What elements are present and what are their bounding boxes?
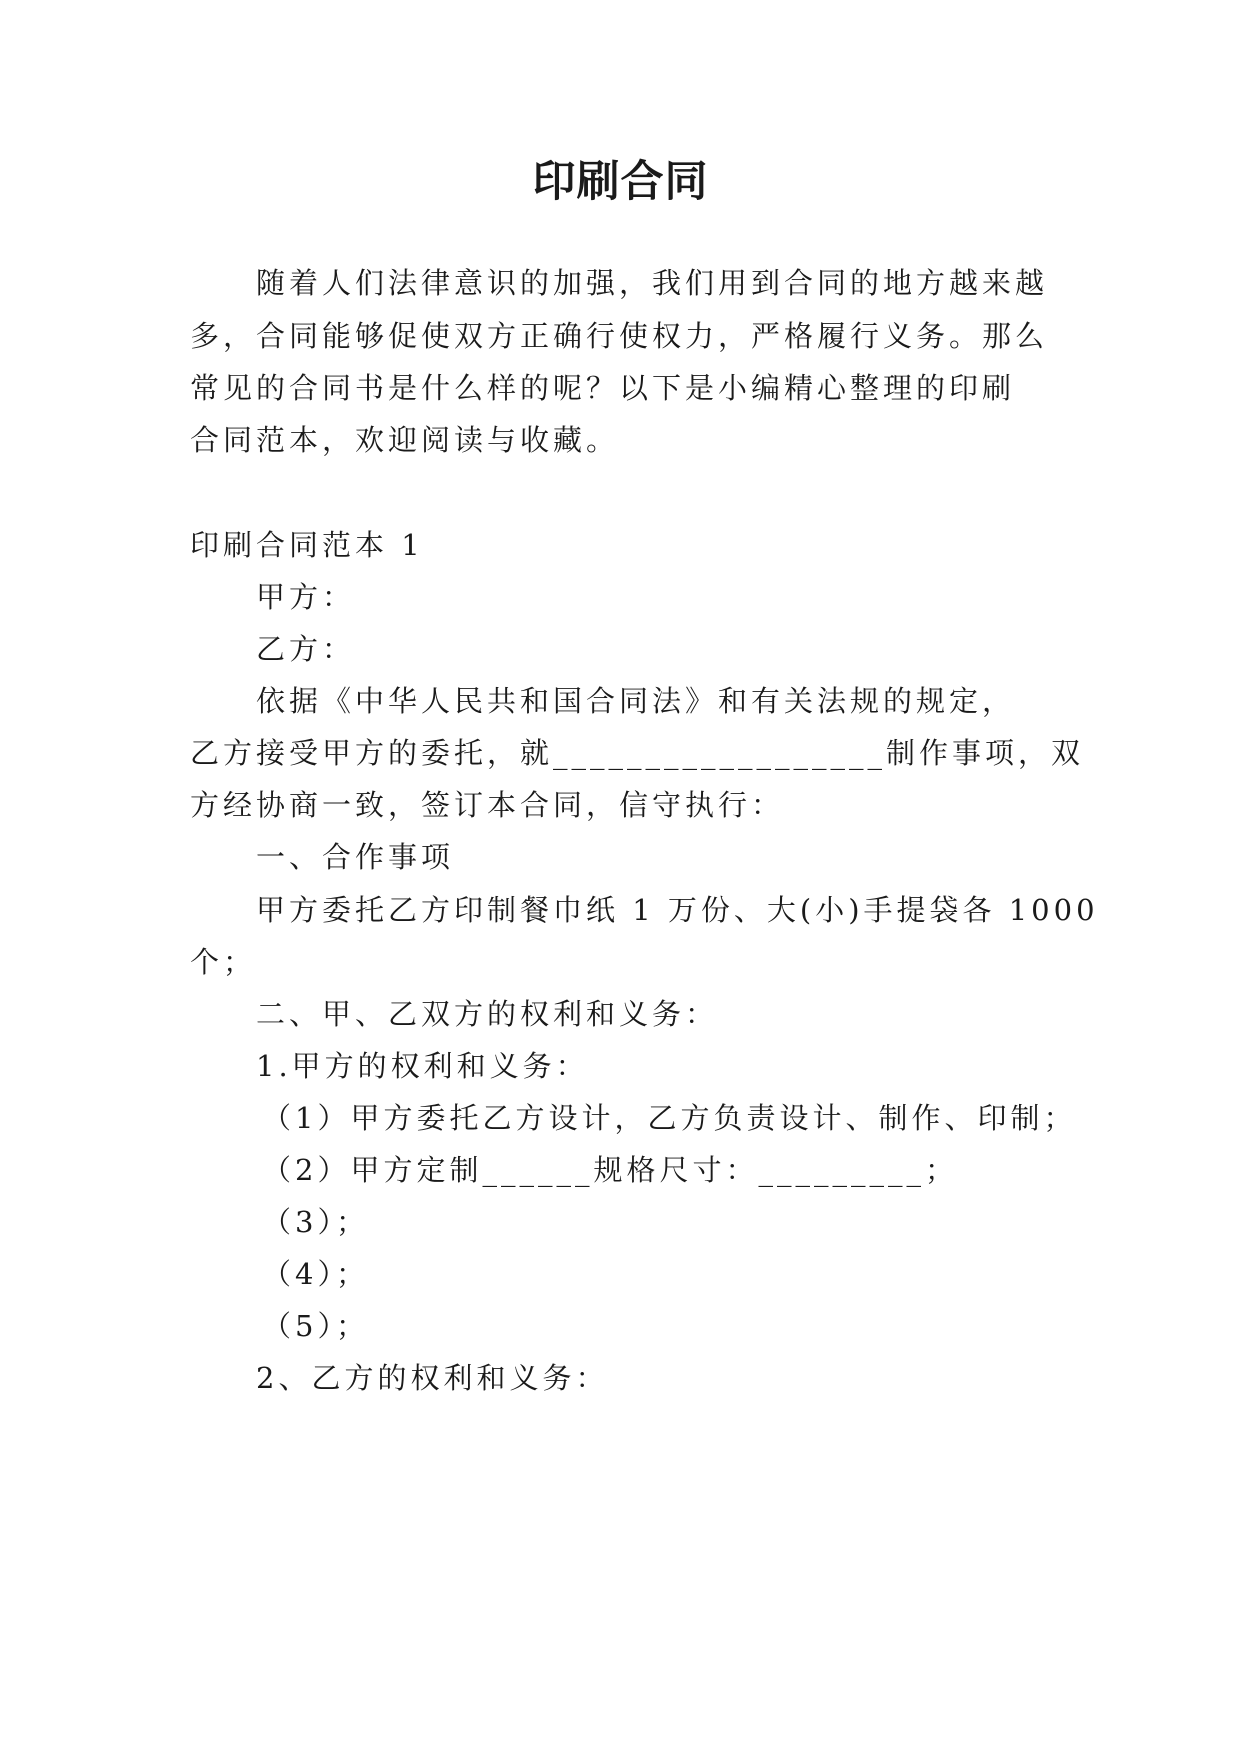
- document-title: 印刷合同: [532, 157, 709, 207]
- section-1-heading: 一、合作事项: [256, 840, 455, 874]
- preamble-line-2: 乙方接受甲方的委托，就__________________制作事项，双: [190, 736, 1085, 770]
- section-1-body-line-2: 个；: [190, 945, 257, 979]
- section-2-sub-1: 1.甲方的权利和义务：: [256, 1049, 589, 1083]
- intro-line-1: 随着人们法律意识的加强，我们用到合同的地方越来越: [256, 266, 1049, 300]
- list-item: （1）甲方委托乙方设计，乙方负责设计、制作、印制；: [262, 1101, 1077, 1135]
- intro-line-2: 多，合同能够促使双方正确行使权力，严格履行义务。那么: [190, 319, 1049, 353]
- party-b-label: 乙方：: [256, 632, 356, 666]
- party-a-label: 甲方：: [256, 580, 356, 614]
- intro-line-3: 常见的合同书是什么样的呢？以下是小编精心整理的印刷: [190, 371, 1016, 405]
- preamble-line-3: 方经协商一致，签订本合同，信守执行：: [190, 788, 785, 822]
- list-item: （3）；: [262, 1205, 369, 1239]
- section-2-heading: 二、甲、乙双方的权利和义务：: [256, 997, 719, 1031]
- preamble-line-1: 依据《中华人民共和国合同法》和有关法规的规定，: [256, 684, 1016, 718]
- section-1-body-line-1: 甲方委托乙方印制餐巾纸 1 万份、大(小)手提袋各 1000: [256, 893, 1099, 927]
- list-item: （2）甲方定制______规格尺寸：_________；: [262, 1153, 958, 1187]
- list-item: （4）；: [262, 1257, 369, 1291]
- sample-heading: 印刷合同范本 1: [190, 528, 424, 562]
- section-2-sub-2: 2、乙方的权利和义务：: [256, 1361, 609, 1395]
- intro-line-4: 合同范本，欢迎阅读与收藏。: [190, 423, 620, 457]
- list-item: （5）；: [262, 1309, 369, 1343]
